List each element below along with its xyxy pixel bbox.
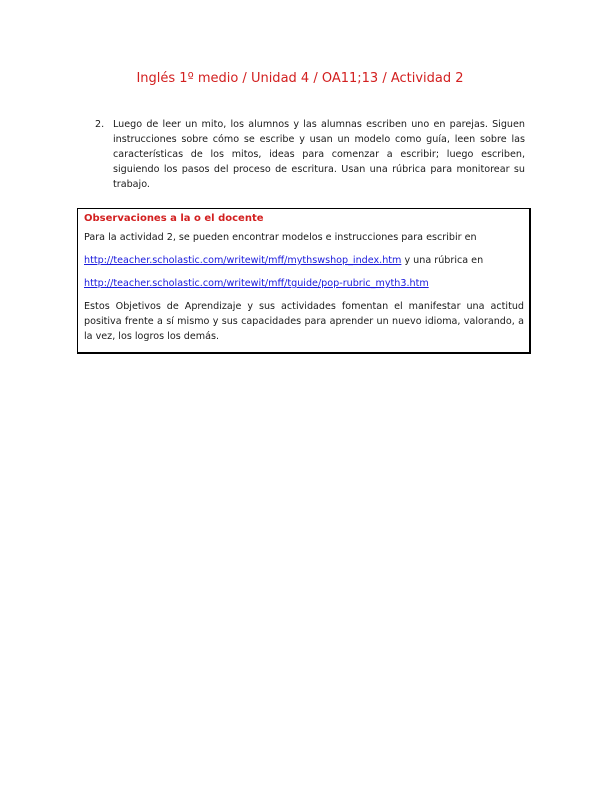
observations-link-line-2 bbox=[84, 276, 524, 291]
activity-text: Luego de leer un mito, los alumnos y las alumnas escriben uno en parejas. Siguen instrucciones sobre cómo se escribe y usan un modelo como guía, leen sobre las características de los mitos, ideas para comenzar a escribir; luego escriben, siguiendo los pasos del proceso de escritura. Usan una rúbrica para monitorear su trabajo. bbox=[113, 119, 525, 190]
rubric-link[interactable]: http://teacher.scholastic.com/writewit/mff/tguide/pop-rubric_myth3.htm bbox=[84, 278, 429, 289]
activity-number: 2. bbox=[95, 119, 105, 130]
observations-link-line-1 bbox=[84, 253, 524, 268]
models-link[interactable]: http://teacher.scholastic.com/writewit/mff/mythswshop_index.htm bbox=[84, 255, 402, 266]
observations-closing: Estos Objetivos de Aprendizaje y sus actividades fomentan el manifestar una actitud positiva frente a sí mismo y sus capacidades para aprender un nuevo idioma, valorando, a la vez, los logros los demás. bbox=[84, 301, 524, 342]
activity-item bbox=[95, 117, 525, 192]
observations-heading: Observaciones a la o el docente bbox=[84, 213, 264, 224]
observations-intro: Para la actividad 2, se pueden encontrar modelos e instrucciones para escribir en bbox=[84, 232, 477, 243]
page-title: Inglés 1º medio / Unidad 4 / OA11;13 / Actividad 2 bbox=[136, 71, 464, 86]
link1-suffix: y una rúbrica en bbox=[401, 255, 484, 266]
observations-box bbox=[77, 208, 531, 354]
